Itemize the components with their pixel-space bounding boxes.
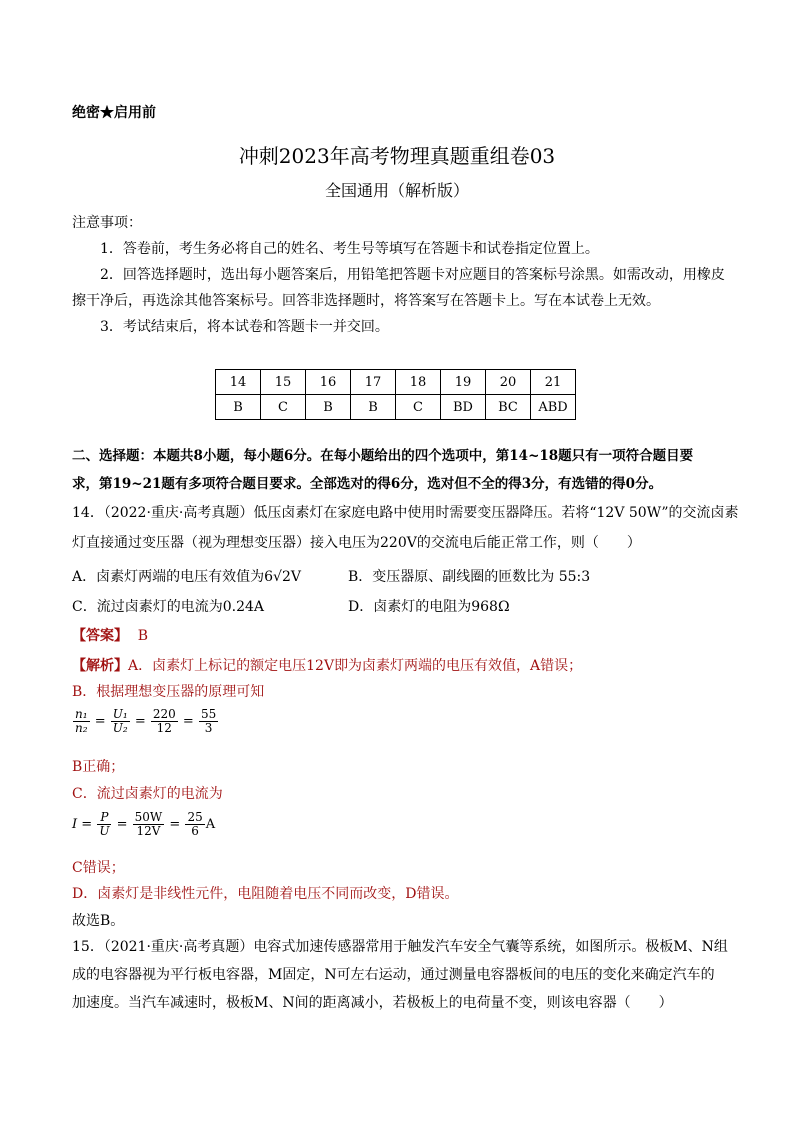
q14-answer bbox=[72, 626, 148, 646]
denominator: 12V bbox=[136, 824, 161, 838]
q14-option-a bbox=[72, 567, 301, 587]
q14-stem-text: ”的交流卤素 bbox=[661, 505, 739, 521]
answer-value: B bbox=[137, 628, 149, 644]
q14-stem-line-1 bbox=[72, 503, 739, 523]
fraction-50w-12v bbox=[133, 811, 165, 838]
numerator: U₁ bbox=[112, 707, 128, 721]
equals-sign: = bbox=[81, 817, 93, 832]
answer-cell: B bbox=[216, 395, 261, 420]
denominator: U bbox=[99, 824, 110, 838]
section-instructions-line-1: 二、选择题：本题共8小题，每小题6分。在每小题给出的四个选项中，第14~18题只有一项符合题目要 bbox=[72, 448, 694, 464]
q14-option-d bbox=[348, 597, 510, 617]
notice-item-1: 1．答卷前，考生务必将自己的姓名、考生号等填写在答题卡和试卷指定位置上。 bbox=[100, 241, 599, 257]
q14-conclusion: 故选B。 bbox=[72, 913, 125, 929]
option-value: 0.24A bbox=[222, 599, 265, 615]
answer-label: 【答案】 bbox=[72, 628, 128, 644]
page-subtitle: 全国通用（解析版） bbox=[324, 181, 469, 200]
notice-item-2-cont: 擦干净后，再选涂其他答案标号。回答非选择题时，将答案写在答题卡上。写在本试卷上无效。 bbox=[72, 293, 660, 309]
q14-option-b: B．变压器原、副线圈的匝数比为 55:3 bbox=[348, 569, 591, 585]
option-text: D．卤素灯的电阻为 bbox=[348, 599, 472, 615]
q14-analysis-d: D．卤素灯是非线性元件，电阻随着电压不同而改变，D错误。 bbox=[72, 886, 459, 902]
q14-stem-text: 的交流电后能正常工作，则（ ） bbox=[416, 535, 641, 551]
q14-input-voltage: 220V bbox=[380, 535, 417, 551]
q14-c-wrong: C错误； bbox=[72, 860, 125, 876]
equals-sign: = bbox=[134, 714, 146, 729]
question-number: 15 bbox=[261, 370, 306, 395]
q15-stem-line-3: 加速度。当汽车减速时，极板M、N间的距离减小，若极板上的电荷量不变，则该电容器（ ） bbox=[72, 995, 673, 1011]
q14-option-c bbox=[72, 597, 264, 617]
equals-sign: = bbox=[94, 714, 106, 729]
equation-current bbox=[72, 811, 215, 838]
numerator: 55 bbox=[200, 707, 217, 721]
question-number: 18 bbox=[396, 370, 441, 395]
q14-stem-line-2 bbox=[72, 533, 641, 553]
numerator: P bbox=[97, 811, 111, 825]
denominator: 12 bbox=[156, 721, 172, 735]
fraction-220-12 bbox=[151, 708, 178, 735]
notice-heading: 注意事项： bbox=[72, 215, 142, 231]
q14-lamp-rating: 12V 50W bbox=[596, 505, 662, 521]
answer-cell: C bbox=[396, 395, 441, 420]
question-number: 20 bbox=[486, 370, 531, 395]
variable-i: I bbox=[72, 817, 78, 832]
denominator: 6 bbox=[191, 824, 199, 838]
answer-table-numbers-row bbox=[216, 370, 576, 395]
fraction-u1-u2 bbox=[111, 708, 130, 735]
secret-label: 绝密★启用前 bbox=[72, 105, 156, 121]
q14-analysis-b: B．根据理想变压器的原理可知 bbox=[72, 684, 265, 700]
analysis-text: 即为卤素灯两端的电压有效值，A错误； bbox=[334, 658, 583, 674]
q14-stem-text: 灯直接通过变压器（视为理想变压器）接入电压为 bbox=[72, 535, 380, 551]
fraction-55-3 bbox=[199, 708, 218, 735]
denominator: U₂ bbox=[112, 721, 128, 735]
question-number: 16 bbox=[306, 370, 351, 395]
analysis-text: A．卤素灯上标记的额定电压 bbox=[128, 658, 307, 674]
option-text: A．卤素灯两端的电压有效值为 bbox=[72, 569, 265, 585]
option-value: 968Ω bbox=[471, 599, 510, 615]
numerator: 220 bbox=[152, 707, 176, 721]
section-instructions-line-2: 求，第19~21题有多项符合题目要求。全部选对的得6分，选对但不全的得3分，有选错的得0分。 bbox=[72, 476, 663, 492]
option-text: C．流过卤素灯的电流为 bbox=[72, 599, 223, 615]
question-number: 17 bbox=[351, 370, 396, 395]
question-number: 14 bbox=[216, 370, 261, 395]
notice-item-2: 2．回答选择题时，选出每小题答案后，用铅笔把答题卡对应题目的答案标号涂黑。如需改动，用橡皮 bbox=[100, 267, 725, 283]
answer-table bbox=[215, 369, 576, 420]
notice-item-3: 3．考试结束后，将本试卷和答题卡一并交回。 bbox=[100, 319, 389, 335]
answer-table-answers-row bbox=[216, 395, 576, 420]
numerator: 50W bbox=[134, 810, 163, 824]
page-title: 冲刺2023年高考物理真题重组卷03 bbox=[238, 144, 556, 168]
q15-stem-line-1: 15．（2021·重庆·高考真题）电容式加速传感器常用于触发汽车安全气囊等系统，如图所示。极板M、N组 bbox=[72, 939, 728, 955]
answer-cell: B bbox=[306, 395, 351, 420]
analysis-label: 【解析】 bbox=[72, 658, 128, 674]
q14-analysis-a bbox=[72, 656, 582, 676]
fraction-25-6 bbox=[185, 811, 204, 838]
q14-b-correct: B正确； bbox=[72, 759, 125, 775]
q15-stem-line-2: 成的电容器视为平行板电容器，M固定，N可左右运动，通过测量电容器板间的电压的变化来确定汽车的 bbox=[72, 967, 715, 983]
numerator: n₁ bbox=[75, 707, 88, 721]
numerator: 25 bbox=[187, 810, 203, 824]
equals-sign: = bbox=[116, 817, 128, 832]
q14-stem-text: 14．（2022·重庆·高考真题）低压卤素灯在家庭电路中使用时需要变压器降压。若将“ bbox=[72, 505, 597, 521]
answer-cell: B bbox=[351, 395, 396, 420]
q14-analysis-c: C．流过卤素灯的电流为 bbox=[72, 786, 223, 802]
answer-cell: ABD bbox=[531, 395, 576, 420]
denominator: 3 bbox=[204, 721, 213, 735]
equals-sign: = bbox=[169, 817, 181, 832]
fraction-n1-n2 bbox=[73, 708, 90, 735]
answer-cell: BC bbox=[486, 395, 531, 420]
denominator: n₂ bbox=[75, 721, 88, 735]
fraction-p-u bbox=[97, 811, 111, 838]
question-number: 21 bbox=[531, 370, 576, 395]
question-number: 19 bbox=[441, 370, 486, 395]
equals-sign: = bbox=[182, 714, 194, 729]
analysis-value: 12V bbox=[306, 658, 335, 674]
unit-amp: A bbox=[205, 817, 216, 832]
answer-cell: C bbox=[261, 395, 306, 420]
option-value: 6√2V bbox=[264, 569, 301, 585]
equation-turns-ratio bbox=[72, 708, 219, 735]
answer-cell: BD bbox=[441, 395, 486, 420]
